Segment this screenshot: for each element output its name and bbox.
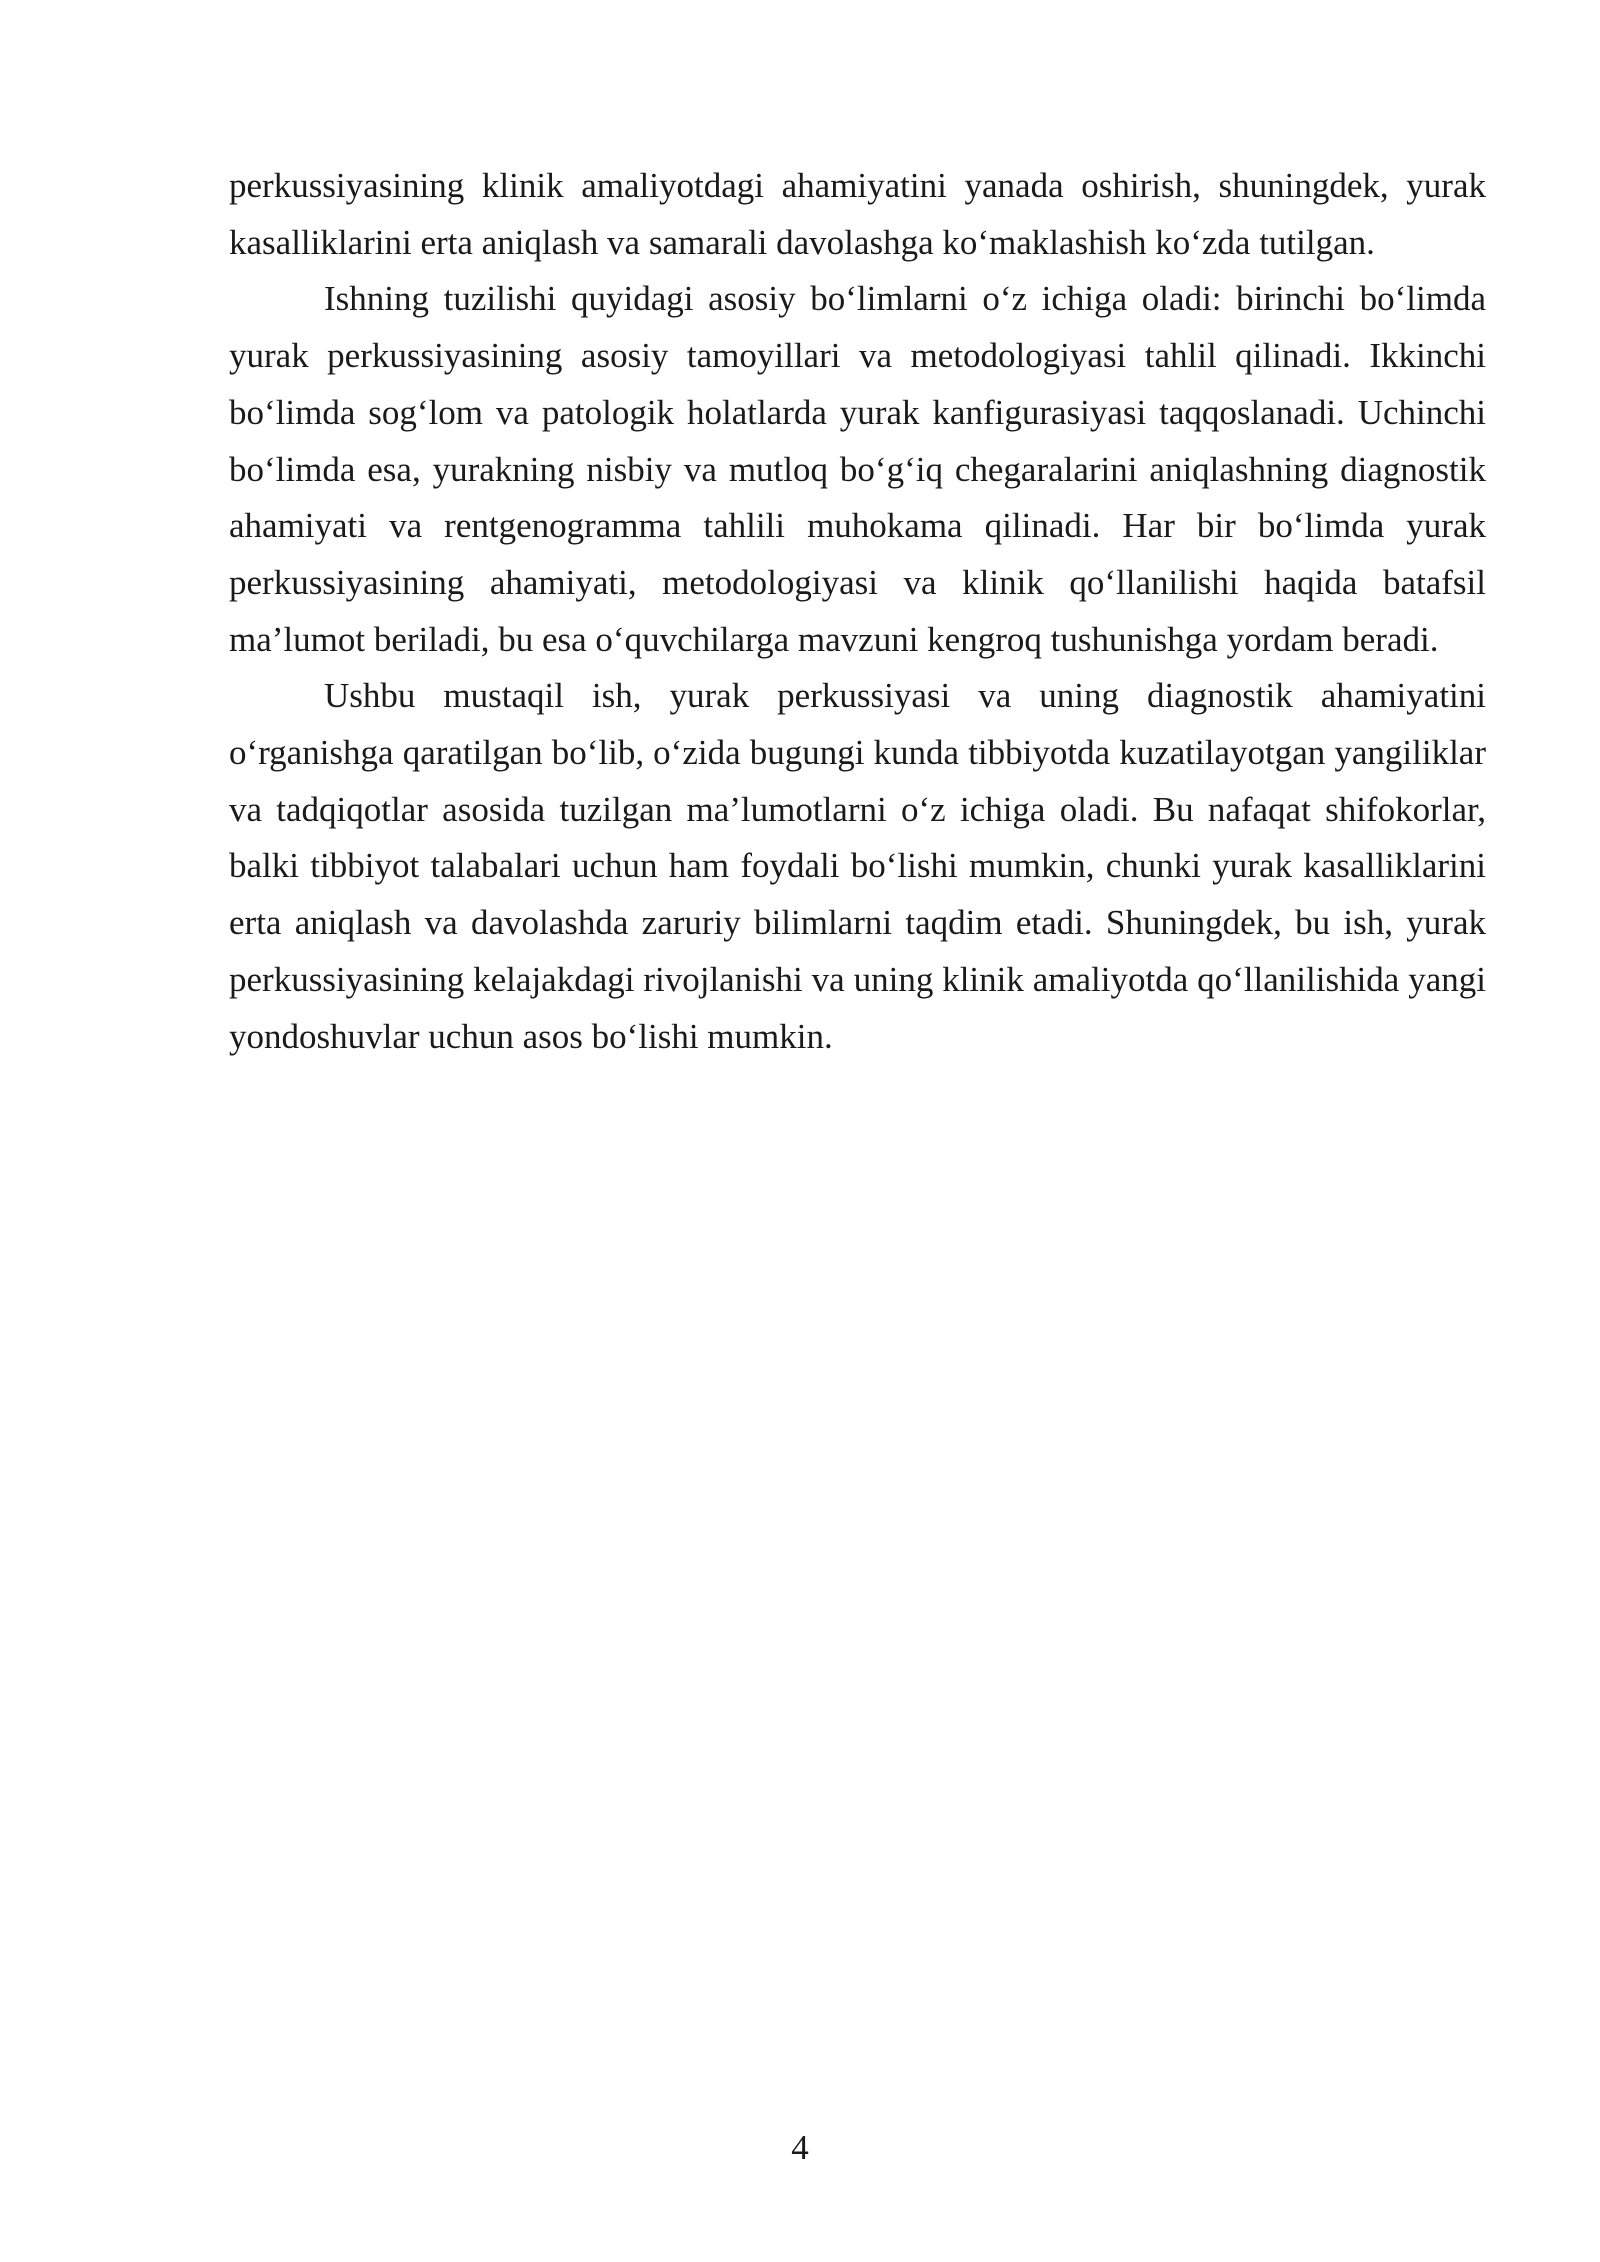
- page-number: 4: [791, 2128, 809, 2167]
- paragraph-conclusion: Ushbu mustaqil ish, yurak perkussiyasi va uning diagnostik ahamiyatini o‘rganishga qaratilgan bo‘lib, o‘zida bugungi kunda tibbiyotda kuzatilayotgan yangiliklar va tadqiqotlar asosida tuzilgan ma’lumotlarni o‘z ichiga oladi. Bu nafaqat shifokorlar, balki tibbiyot talabalari uchun ham foydali bo‘lishi mumkin, chunki yurak kasalliklarini erta aniqlash va davolashda zaruriy bilimlarni taqdim etadi. Shuningdek, bu ish, yurak perkussiyasining kelajakdagi rivojlanishi va uning klinik amaliyotda qo‘llanilishida yangi yondoshuvlar uchun asos bo‘lishi mumkin.: [229, 676, 1486, 1056]
- body-text: [229, 158, 1486, 1065]
- paragraph-structure: Ishning tuzilishi quyidagi asosiy bo‘limlarni o‘z ichiga oladi: birinchi bo‘limda yurak perkussiyasining asosiy tamoyillari va metodologiyasi tahlil qilinadi. Ikkinchi bo‘limda sog‘lom va patologik holatlarda yurak kanfigurasiyasi taqqoslanadi. Uchinchi bo‘limda esa, yurakning nisbiy va mutloq bo‘g‘iq chegaralarini aniqlashning diagnostik ahamiyati va rentgenogramma tahlili muhokama qilinadi. Har bir bo‘limda yurak perkussiyasining ahamiyati, metodologiyasi va klinik qo‘llanilishi haqida batafsil ma’lumot beriladi, bu esa o‘quvchilarga mavzuni kengroq tushunishga yordam beradi.: [229, 279, 1486, 659]
- paragraph-continuation: perkussiyasining klinik amaliyotdagi ahamiyatini yanada oshirish, shuningdek, yurak kasalliklarini erta aniqlash va samarali davolashga ko‘maklashish ko‘zda tutilgan.: [229, 166, 1486, 262]
